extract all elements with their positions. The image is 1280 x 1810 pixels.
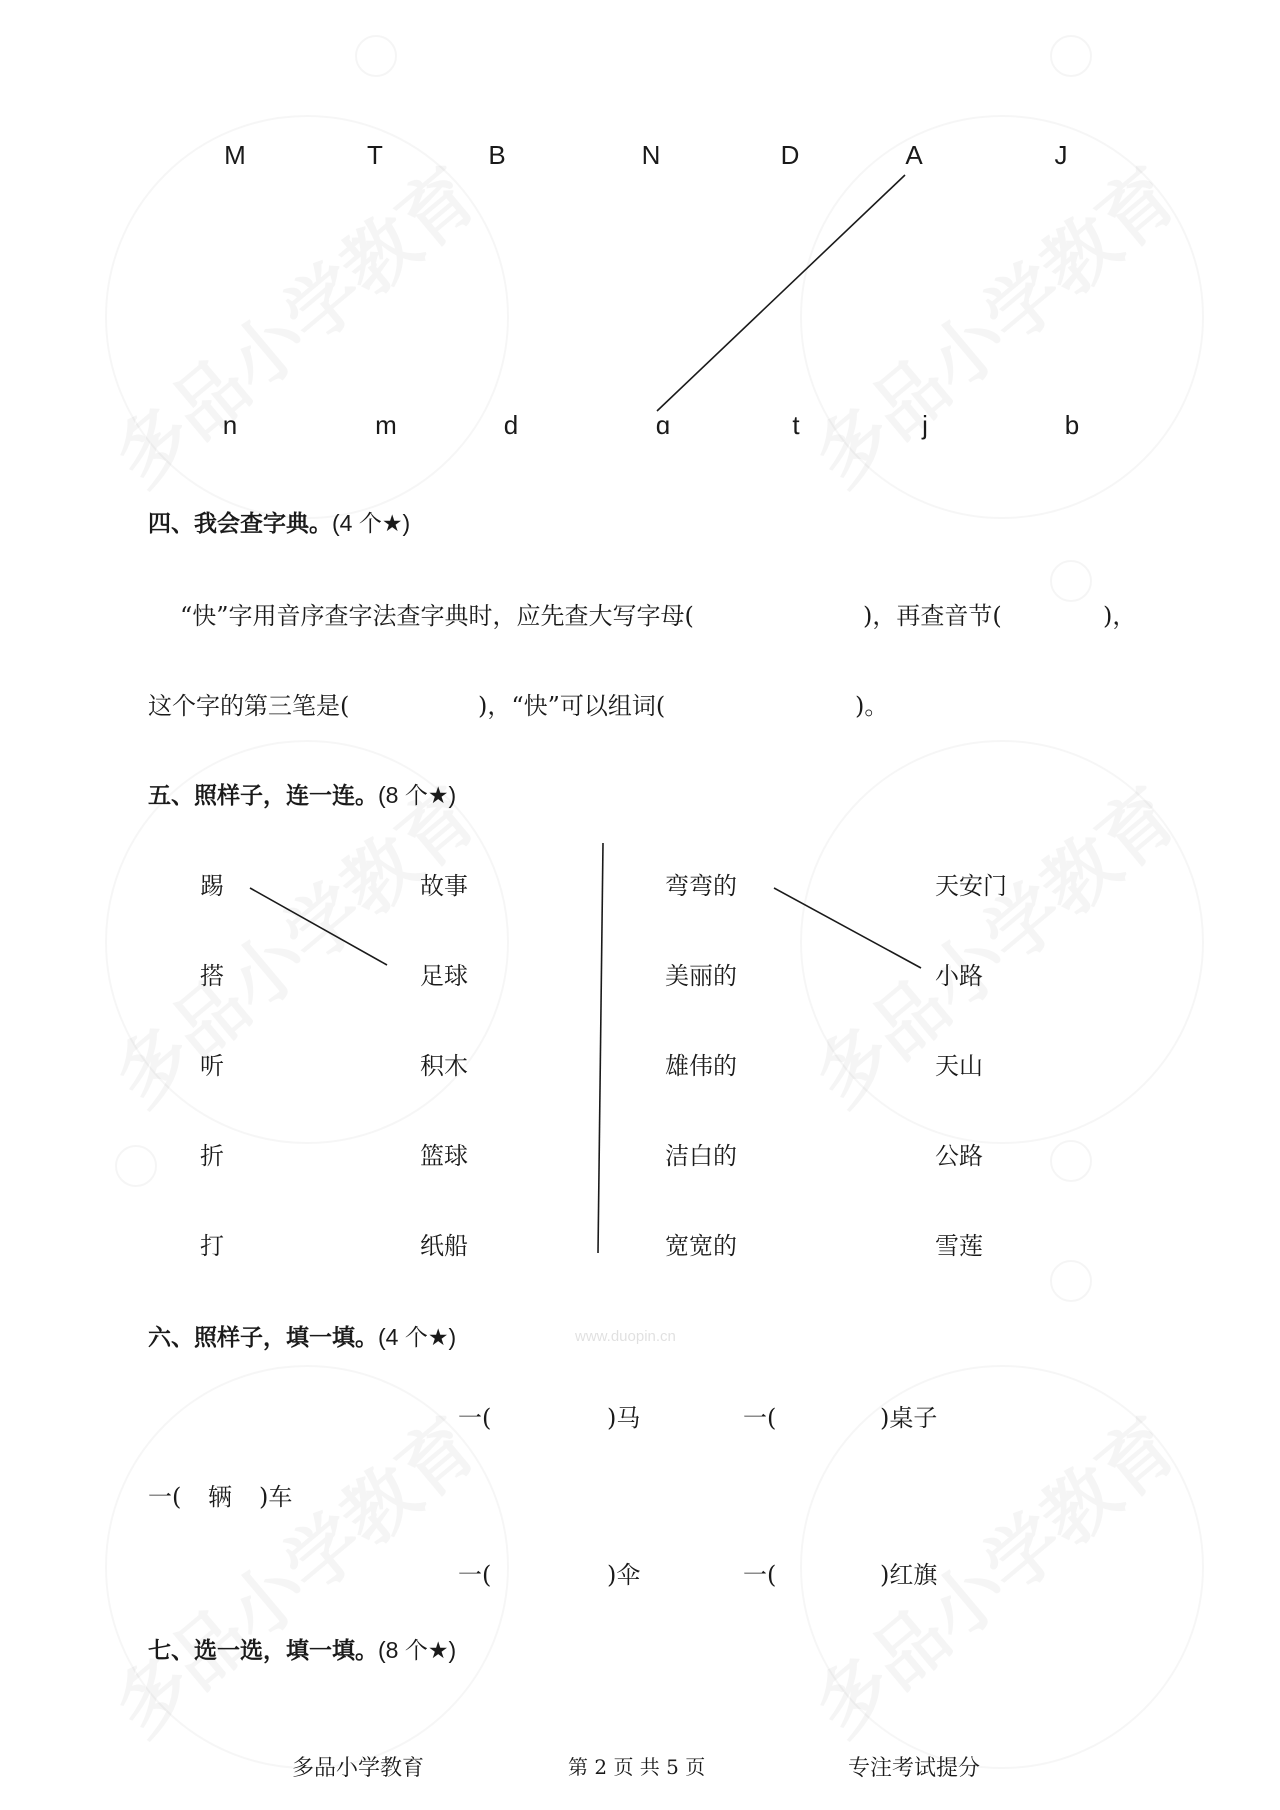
uppercase-letter: B [488, 140, 506, 170]
column-divider-line [598, 843, 603, 1253]
footer-page-number: 第 2 页 共 5 页 [568, 1755, 706, 1779]
footer-right: 专注考试提分 [848, 1756, 981, 1781]
section-5-title: 五、照样子，连一连。 [148, 782, 378, 809]
section-6-score: (4 个★) [378, 1324, 457, 1350]
section-7-title: 七、选一选，填一填。 [148, 1637, 378, 1664]
section-4-line-2a: 这个字的第三笔是( [148, 692, 350, 720]
verb-item: 打 [200, 1232, 224, 1260]
verb-item: 折 [200, 1142, 224, 1170]
verb-item: 听 [200, 1052, 224, 1080]
object-item: 足球 [420, 962, 468, 990]
uppercase-letter: N [641, 140, 661, 170]
object-item: 故事 [420, 872, 468, 900]
measure-word-blank-close: )伞 [607, 1561, 641, 1589]
adjective-item: 雄伟的 [665, 1052, 737, 1080]
noun-item: 天安门 [935, 872, 1007, 900]
lowercase-letter: n [222, 410, 238, 440]
noun-item: 天山 [935, 1052, 983, 1080]
uppercase-letter: J [1054, 140, 1068, 170]
noun-item: 公路 [935, 1142, 983, 1170]
uppercase-letter: T [367, 140, 383, 170]
measure-word-blank-close: )马 [607, 1404, 641, 1432]
example-open: 一( [148, 1483, 182, 1511]
section-4-title: 四、我会查字典。 [148, 510, 332, 537]
adjective-item: 弯弯的 [665, 872, 737, 900]
section-4-line-1a: “快”字用音序查字法查字典时，应先查大写字母( [180, 602, 694, 630]
uppercase-letter: A [905, 140, 923, 170]
section-4-score: (4 个★) [332, 510, 411, 536]
section-4-line-1c: )， [1103, 602, 1137, 630]
section-5-score: (8 个★) [378, 782, 457, 808]
section-4-line-2c: )。 [855, 692, 889, 720]
lowercase-letter: m [375, 410, 397, 440]
object-item: 积木 [420, 1052, 468, 1080]
measure-word-blank-open: 一( [458, 1404, 492, 1432]
adjective-item: 美丽的 [665, 962, 737, 990]
uppercase-letter: M [224, 140, 246, 170]
lowercase-letter: t [792, 410, 800, 440]
example-close: )车 [259, 1483, 293, 1511]
measure-word-blank-close: )红旗 [880, 1561, 938, 1589]
noun-item: 雪莲 [935, 1232, 983, 1260]
measure-word-blank-open: 一( [458, 1561, 492, 1589]
example-answer: 辆 [208, 1483, 232, 1511]
section-4-line-2b: )，“快”可以组词( [478, 692, 666, 720]
lowercase-letter: ɑ [655, 410, 671, 440]
adjective-item: 洁白的 [665, 1142, 737, 1170]
example-connect-line-letters [657, 175, 905, 411]
lowercase-letter: j [922, 410, 928, 440]
adjective-item: 宽宽的 [665, 1232, 737, 1260]
measure-word-blank-close: )桌子 [880, 1404, 938, 1432]
section-6-title: 六、照样子，填一填。 [148, 1324, 378, 1351]
verb-item: 踢 [200, 872, 224, 900]
section-4-line-1b: )，再查音节( [863, 602, 1002, 630]
verb-item: 搭 [200, 962, 224, 990]
footer-left: 多品小学教育 [292, 1756, 425, 1781]
lowercase-letter: d [503, 410, 519, 440]
object-item: 篮球 [420, 1142, 468, 1170]
measure-word-blank-open: 一( [743, 1404, 777, 1432]
measure-word-blank-open: 一( [743, 1561, 777, 1589]
uppercase-letter: D [780, 140, 800, 170]
object-item: 纸船 [420, 1232, 468, 1260]
example-connect-line-verbs [250, 888, 387, 965]
watermark-url: www.duopin.cn [575, 1328, 676, 1345]
section-7-score: (8 个★) [378, 1637, 457, 1663]
example-connect-line-adjectives [774, 888, 921, 968]
noun-item: 小路 [935, 962, 983, 990]
lowercase-letter: b [1064, 410, 1080, 440]
